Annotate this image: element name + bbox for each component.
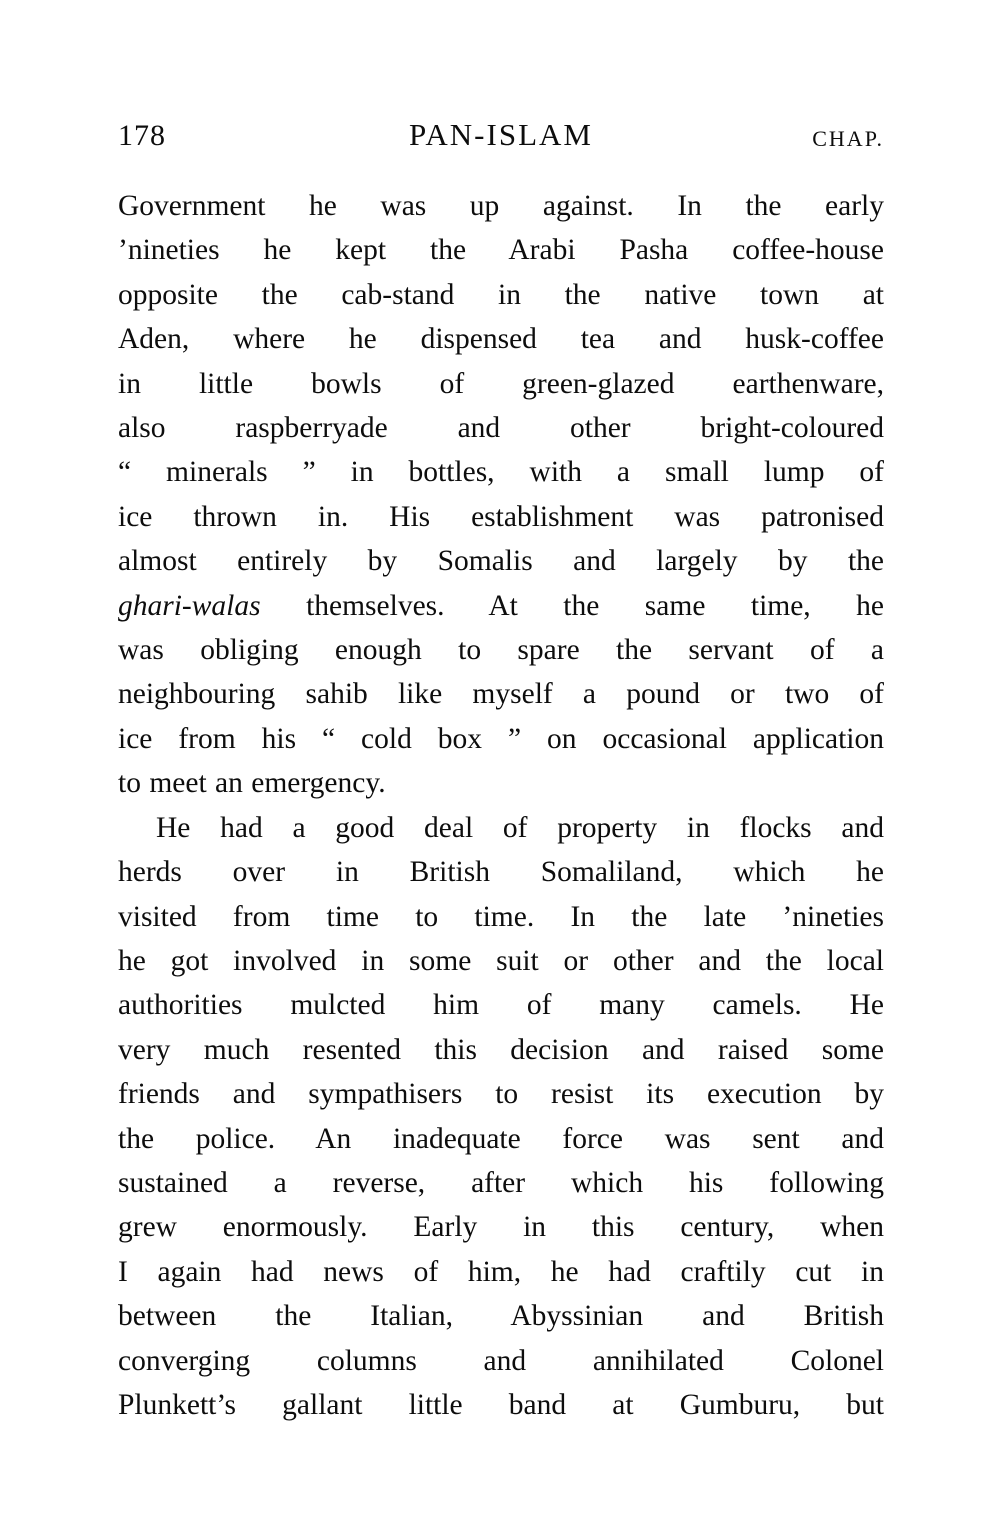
text-segment: authorities mulcted him of many camels. He (118, 989, 884, 1022)
text-segment: herds over in British Somaliland, which he (118, 856, 884, 889)
text-segment: Government he was up against. In the early (118, 190, 884, 222)
text-line (118, 362, 884, 406)
text-segment: almost entirely by Somalis and largely by the (118, 545, 884, 578)
text-segment: converging columns and annihilated Colonel (118, 1344, 884, 1377)
text-segment: opposite the cab-stand in the native town at (118, 278, 884, 311)
text-line (118, 850, 884, 894)
page-title: PAN-ISLAM (409, 117, 593, 152)
text-segment: very much resented this decision and raised some (118, 1033, 884, 1066)
text-line (118, 273, 884, 317)
text-line (118, 1250, 884, 1294)
text-segment: friends and sympathisers to resist its execution by (118, 1078, 884, 1111)
text-segment: Plunkett’s gallant little band at Gumburu, but (118, 1388, 884, 1421)
text-segment: the police. An inadequate force was sent and (118, 1122, 884, 1155)
text-segment: ’nineties he kept the Arabi Pasha coffee-house (118, 234, 884, 267)
italic-term: ghari-walas (118, 589, 261, 622)
text-line (118, 406, 884, 450)
text-line (118, 1161, 884, 1205)
page-header (118, 117, 884, 157)
text-segment: he got involved in some suit or other and the local (118, 944, 884, 977)
text-line (118, 228, 884, 272)
text-line (118, 717, 884, 761)
text-line (118, 584, 884, 628)
text-line (118, 628, 884, 672)
text-line (118, 184, 884, 228)
text-line (118, 806, 884, 850)
page-body (118, 184, 884, 1427)
text-segment: themselves. At the same time, he (260, 589, 884, 622)
text-segment: “ minerals ” in bottles, with a small lump of (118, 456, 884, 489)
text-segment: also raspberryade and other bright-coloured (118, 412, 884, 445)
text-line (118, 450, 884, 494)
text-line (118, 672, 884, 716)
text-segment: sustained a reverse, after which his following (118, 1166, 884, 1199)
text-line (118, 495, 884, 539)
text-line (118, 983, 884, 1027)
text-line (118, 1028, 884, 1072)
text-segment: between the Italian, Abyssinian and British (118, 1300, 884, 1333)
text-segment: I again had news of him, he had craftily cut in (118, 1255, 884, 1288)
text-line (118, 761, 884, 805)
text-line (118, 317, 884, 361)
text-segment: grew enormously. Early in this century, when (118, 1211, 884, 1244)
text-line (118, 895, 884, 939)
text-segment: to meet an emergency. (118, 767, 386, 800)
text-segment: neighbouring sahib like myself a pound or two of (118, 678, 884, 711)
text-line (118, 1205, 884, 1249)
chapter-label: CHAP. (812, 126, 884, 151)
text-segment: ice thrown in. His establishment was patronised (118, 500, 884, 533)
text-line (118, 1294, 884, 1338)
text-line (118, 1117, 884, 1161)
text-segment: He had a good deal of property in flocks and (156, 811, 884, 844)
text-segment: visited from time to time. In the late ’nineties (118, 900, 884, 933)
text-line (118, 1072, 884, 1116)
text-segment: Aden, where he dispensed tea and husk-coffee (118, 323, 884, 356)
text-line (118, 1383, 884, 1427)
text-line (118, 939, 884, 983)
text-line (118, 539, 884, 583)
text-line (118, 1339, 884, 1383)
page-number: 178 (118, 119, 166, 152)
text-segment: in little bowls of green-glazed earthenware, (118, 367, 884, 400)
text-segment: ice from his “ cold box ” on occasional application (118, 722, 884, 755)
text-segment: was obliging enough to spare the servant of a (118, 634, 884, 667)
